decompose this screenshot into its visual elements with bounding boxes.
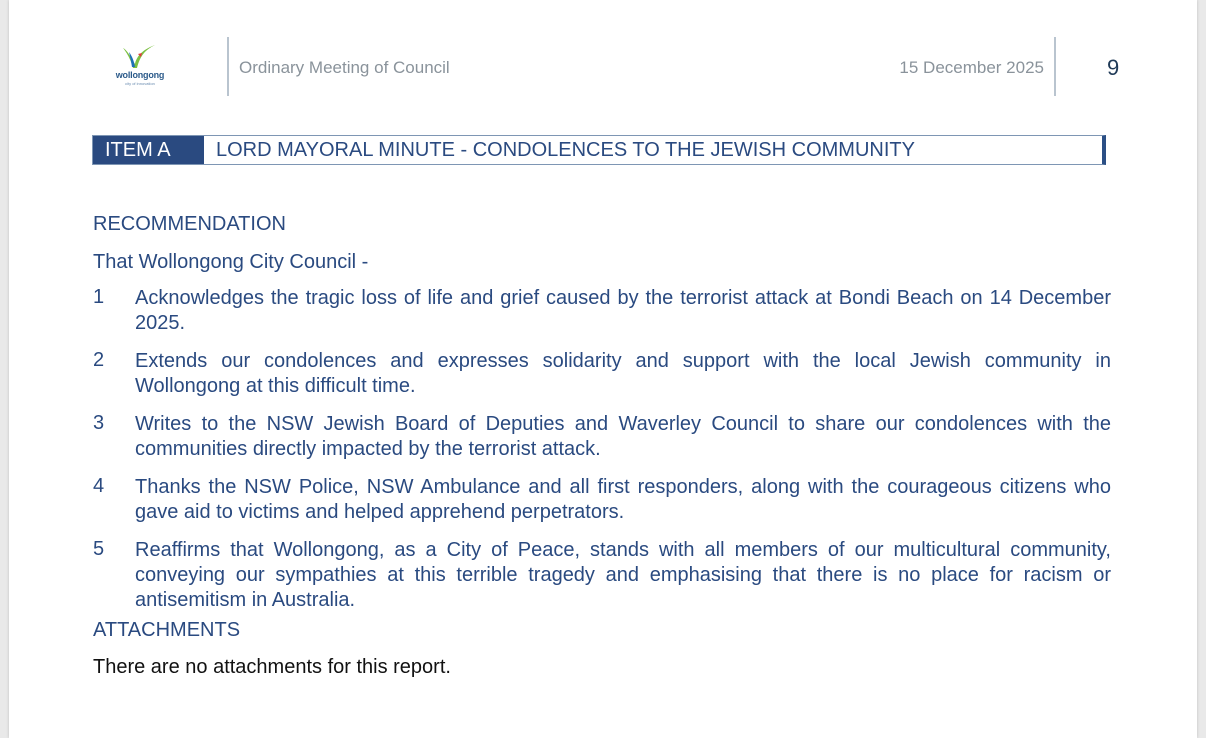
recommendation-item	[93, 538, 1111, 613]
item-title: LORD MAYORAL MINUTE - CONDOLENCES TO THE JEWISH COMMUNITY	[216, 139, 915, 161]
recommendation-text: Writes to the NSW Jewish Board of Deputies and Waverley Council to share our condolences with the communities directly impacted by the terrorist attack.	[135, 413, 1111, 460]
recommendation-number: 4	[93, 475, 105, 497]
wollongong-logo	[105, 44, 175, 90]
item-title-bar	[92, 135, 1106, 165]
recommendation-list	[93, 286, 1111, 626]
recommendation-text: Thanks the NSW Police, NSW Ambulance and all first responders, along with the courageous citizens who gave aid to victims and helped apprehend perpetrators.	[135, 476, 1111, 523]
logo-name: wollongong	[115, 70, 165, 80]
recommendation-heading: RECOMMENDATION	[93, 213, 286, 235]
recommendation-number: 3	[93, 412, 105, 434]
attachments-note: There are no attachments for this report.	[93, 656, 451, 678]
recommendation-item	[93, 475, 1111, 525]
recommendation-text: Acknowledges the tragic loss of life and grief caused by the terrorist attack at Bondi Beach on 14 December 2025.	[135, 287, 1111, 334]
recommendation-intro: That Wollongong City Council -	[93, 251, 369, 273]
meeting-title: Ordinary Meeting of Council	[239, 58, 450, 77]
logo-tagline: city of innovation	[125, 81, 155, 86]
page-number: 9	[1107, 55, 1120, 80]
recommendation-item	[93, 286, 1111, 336]
recommendation-item	[93, 412, 1111, 462]
item-label: ITEM A	[93, 136, 204, 164]
logo-v-icon	[105, 44, 175, 72]
header-divider-left	[227, 37, 229, 96]
recommendation-number: 1	[93, 286, 105, 308]
header-divider-right	[1054, 37, 1056, 96]
recommendation-text: Reaffirms that Wollongong, as a City of Peace, stands with all members of our multicultural community, conveying our sympathies at this terrible tragedy and emphasising that there is no place for racism or antisemitism in Australia.	[135, 539, 1111, 611]
recommendation-number: 2	[93, 349, 105, 371]
document-page	[9, 0, 1197, 738]
recommendation-number: 5	[93, 538, 105, 560]
attachments-heading: ATTACHMENTS	[93, 619, 241, 641]
meeting-date: 15 December 2025	[899, 58, 1044, 77]
recommendation-text: Extends our condolences and expresses solidarity and support with the local Jewish community in Wollongong at this difficult time.	[135, 350, 1111, 397]
recommendation-item	[93, 349, 1111, 399]
